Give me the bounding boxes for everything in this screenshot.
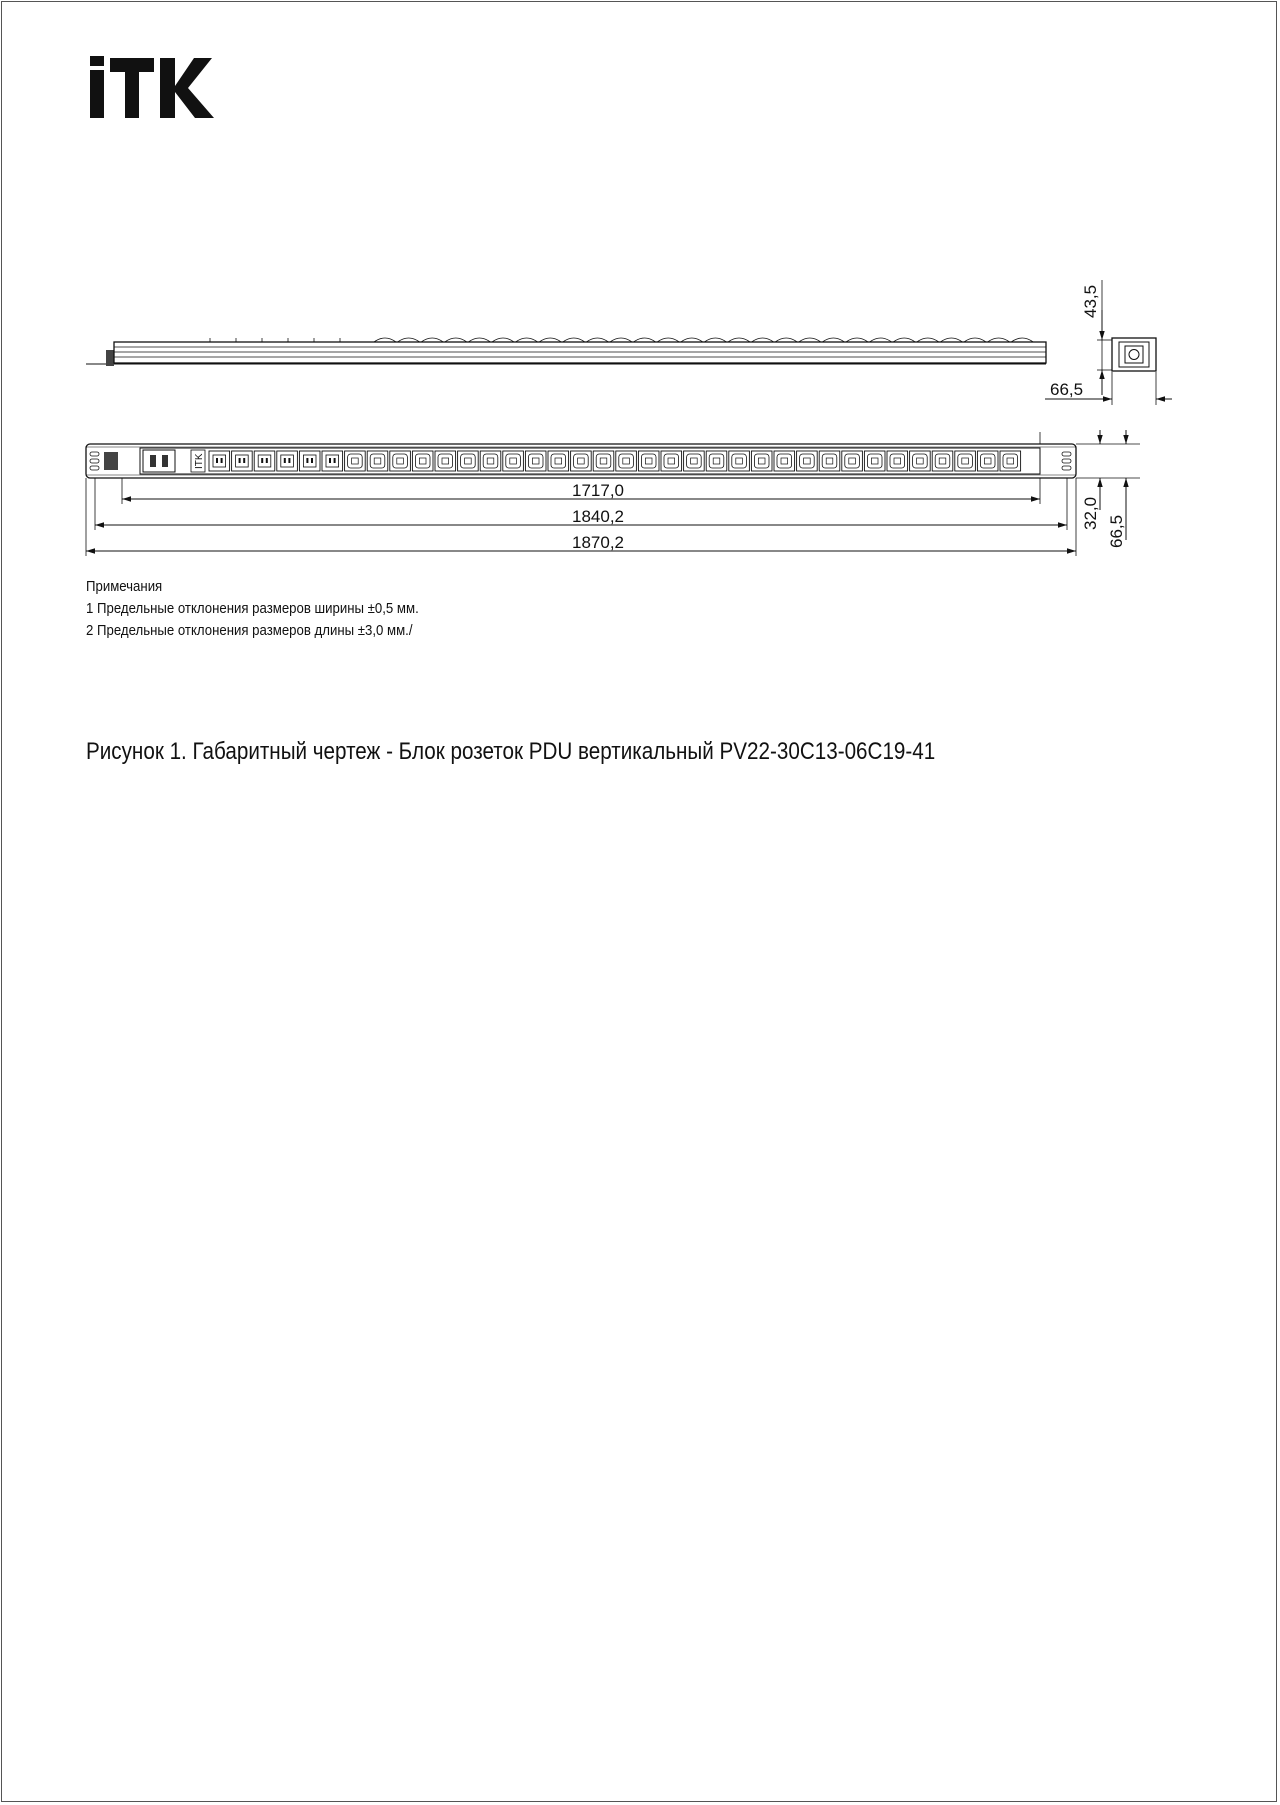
c13-outlet	[842, 451, 863, 471]
c19-outlet	[277, 451, 298, 471]
c13-outlet	[412, 451, 433, 471]
figure-caption: Рисунок 1. Габаритный чертеж - Блок розеток PDU вертикальный PV22-30C13-06C19-41	[86, 738, 936, 765]
c13-outlet	[910, 451, 931, 471]
c13-outlet	[751, 451, 772, 471]
note-item: 2 Предельные отклонения размеров длины ±3,0 мм./	[86, 622, 413, 639]
dim-width-front-32: 32,0	[1081, 496, 1100, 530]
c13-outlet	[367, 451, 388, 471]
dim-width-side-66-5: 66,5	[1050, 380, 1084, 399]
c13-outlet	[616, 451, 637, 471]
c13-outlet	[638, 451, 659, 471]
c13-outlet	[977, 451, 998, 471]
pdu-front-view	[86, 444, 1076, 478]
c13-outlet	[458, 451, 479, 471]
c13-outlet	[797, 451, 818, 471]
c13-outlet	[345, 451, 366, 471]
c13-outlet	[435, 451, 456, 471]
c19-outlet	[299, 451, 320, 471]
c13-outlet	[864, 451, 885, 471]
c13-outlet	[819, 451, 840, 471]
c13-outlet	[593, 451, 614, 471]
c13-outlet	[390, 451, 411, 471]
dim-length-1717: 1717,0	[572, 481, 624, 500]
c13-outlet	[571, 451, 592, 471]
svg-text:ITK: ITK	[194, 453, 205, 469]
c13-outlet	[706, 451, 727, 471]
c19-outlet	[322, 451, 343, 471]
pdu-side-view	[86, 338, 1046, 366]
dim-length-1840-2: 1840,2	[572, 507, 624, 526]
dim-height-43-5: 43,5	[1081, 284, 1100, 318]
dimension-drawing	[0, 0, 1280, 600]
c13-outlet	[548, 451, 569, 471]
c19-outlet	[209, 451, 230, 471]
c13-outlet	[480, 451, 501, 471]
c13-outlet	[955, 451, 976, 471]
notes-heading: Примечания	[86, 578, 163, 595]
c19-outlet	[232, 451, 253, 471]
c13-outlet	[774, 451, 795, 471]
note-item: 1 Предельные отклонения размеров ширины ±0,5 мм.	[86, 600, 419, 617]
notes-block	[86, 576, 419, 642]
c13-outlet	[887, 451, 908, 471]
c19-outlet	[254, 451, 275, 471]
dim-length-1870-2: 1870,2	[572, 533, 624, 552]
c13-outlet	[684, 451, 705, 471]
c13-outlet	[525, 451, 546, 471]
c13-outlet	[661, 451, 682, 471]
c13-outlet	[1000, 451, 1021, 471]
c13-outlet	[932, 451, 953, 471]
dim-width-front-66-5: 66,5	[1107, 514, 1126, 548]
c13-outlet	[503, 451, 524, 471]
c13-outlet	[729, 451, 750, 471]
